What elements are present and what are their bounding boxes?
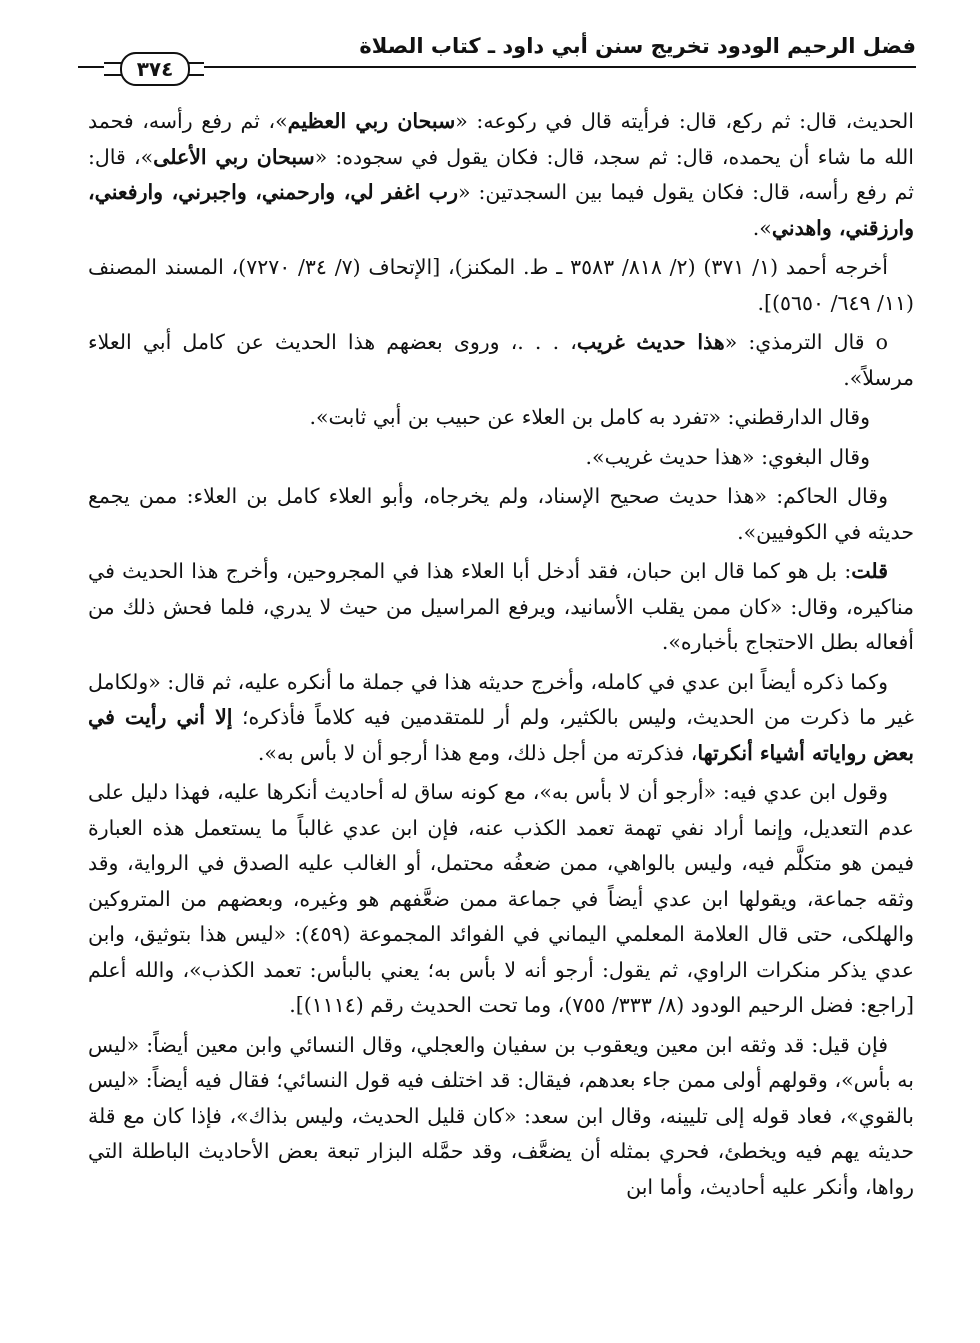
paragraph-p7 [88, 554, 914, 661]
bold-phrase: سبحان ربي العظيم [287, 109, 456, 133]
text-run: ». [752, 215, 772, 240]
text-run: »، ثم رفع رأسه، فحمد الله ما شاء أن يحمده، قال: ثم سجد، قال: فكان يقول في سجوده: « [88, 109, 914, 169]
text-run: وكما ذكره أيضاً ابن عدي في كامله، وأخرج حديثه هذا في جملة ما أنكره عليه، ثم قال: «ولكامل غير ما ذكرت من الحديث، وليس بالكثير، ولم أر للمتقدمين فيه كلاماً فأذكره؛ [88, 669, 914, 729]
paragraph-p2 [88, 250, 914, 321]
text-run: وقال البغوي: «هذا حديث غريب». [585, 444, 870, 469]
bold-phrase: سبحان ربي الأعلى [153, 144, 315, 169]
bold-phrase: قلت [851, 559, 888, 583]
body-text [88, 104, 914, 1209]
paragraph-p4 [88, 400, 914, 436]
text-run: الحديث، قال: ثم ركع، قال: فرأيته قال في ركوعه: « [455, 109, 914, 133]
paragraph-p10 [88, 1028, 914, 1206]
running-head-title: فضل الرحيم الودود تخريج سنن أبي داود ـ كتاب الصلاة [359, 34, 916, 58]
text-run: ، فذكرته من أجل ذلك، ومع هذا أرجو أن لا بأس به». [257, 740, 698, 765]
text-run: »، قال: ثم رفع رأسه، قال: فكان يقول فيما بين السجدتين: « [88, 144, 914, 204]
paragraph-p5 [88, 440, 914, 476]
paragraph-p8 [88, 665, 914, 772]
bold-phrase: إلا أني رأيت في بعض رواياته أشياء أنكرتها [88, 705, 914, 765]
text-run: ، . . .، وروى بعضهم هذا الحديث عن كامل أبي العلاء مرسلاً». [88, 330, 914, 390]
text-run: وقال الحاكم: «هذا حديث صحيح الإسناد، ولم يخرجاه، وأبو العلاء كامل بن العلاء: ممن يجمع حديثه في الكوفيين». [88, 484, 914, 544]
bold-phrase: رب اغفر لي، وارحمني، واجبرني، وارفعني، وارزقني، واهدني [88, 180, 914, 240]
text-run: : بل هو كما قال ابن حبان، فقد أدخل أبا العلاء هذا في المجروحين، وأخرج هذا الحديث في مناكيره، وقال: «كان ممن يقلب الأسانيد، ويرفع المراسيل من حيث لا يدري، فلما فحش ذلك من أفعاله بطل الاحتجاج بأخباره». [88, 559, 914, 654]
paragraph-p6 [88, 479, 914, 550]
page-number: ٣٧٤ [120, 52, 190, 86]
paragraph-p1 [88, 104, 914, 246]
paragraph-p9 [88, 775, 914, 1024]
text-run: فإن قيل: قد وثقه ابن معين ويعقوب بن سفيان والعجلي، وقال النسائي وابن معين أيضاً: «ليس به بأس»، وقولهم أولى ممن جاء بعدهم، فيقال: قد اختلف فيه قول النسائي؛ فقال فيه أيضاً: «ليس بالقوي»، فعاد قوله إلى تليينه، وقال ابن سعد: «كان قليل الحديث، وليس بذاك»، فإذا كان مع قلة حديثه يهم فيه ويخطئ، فحري بمثله أن يضعَّف، وقد حمَّله البزار تبعة بعض الأحاديث الباطلة التي رواها، وأنكر عليه أحاديث، وأما ابن [88, 1032, 914, 1199]
paragraph-p3 [88, 325, 914, 396]
text-run: أخرجه أحمد (١/ ٣٧١) (٢/ ٨١٨/ ٣٥٨٣ ـ ط. المكنز)، [الإتحاف (٧/ ٣٤/ ٧٢٧٠)، المسند المصنف (١١/ ٦٤٩/ ٥٦٥٠)]. [88, 255, 914, 315]
bold-phrase: هذا حديث غريب [576, 330, 725, 354]
text-run: وقال الدارقطني: «تفرد به كامل بن العلاء عن حبيب بن أبي ثابت». [309, 405, 870, 429]
text-run: وقول ابن عدي فيه: «أرجو أن لا بأس به»، مع كونه ساق له أحاديث أنكرها عليه، فهذا دليل على عدم التعديل، وإنما أراد نفي تهمة تعمد الكذب عنه، فإن ابن عدي غالباً ما يستعمل هذه العبارة فيمن هو متكلَّم فيه، وليس بالواهي، ممن ضعفُه محتمل، أو الغالب عليه الصدق في الرواية، وقد وثقه جماعة، ويقولها ابن عدي أيضاً في جماعة ممن ضعَّفهم هو وغيره، وبعضهم من المتروكين والهلكى، حتى قال العلامة المعلمي اليماني في الفوائد المجموعة (٤٥٩): «ليس هذا بتوثيق، وابن عدي يذكر منكرات الراوي، ثم يقول: أرجو أنه لا بأس به؛ يعني بالبأس: تعمد الكذب»، والله أعلم [راجع: فضل الرحيم الودود (٨/ ٣٣٣/ ٧٥٥)، وما تحت الحديث رقم (١١١٤)]. [88, 780, 915, 1017]
text-run: o قال الترمذي: « [724, 330, 888, 354]
